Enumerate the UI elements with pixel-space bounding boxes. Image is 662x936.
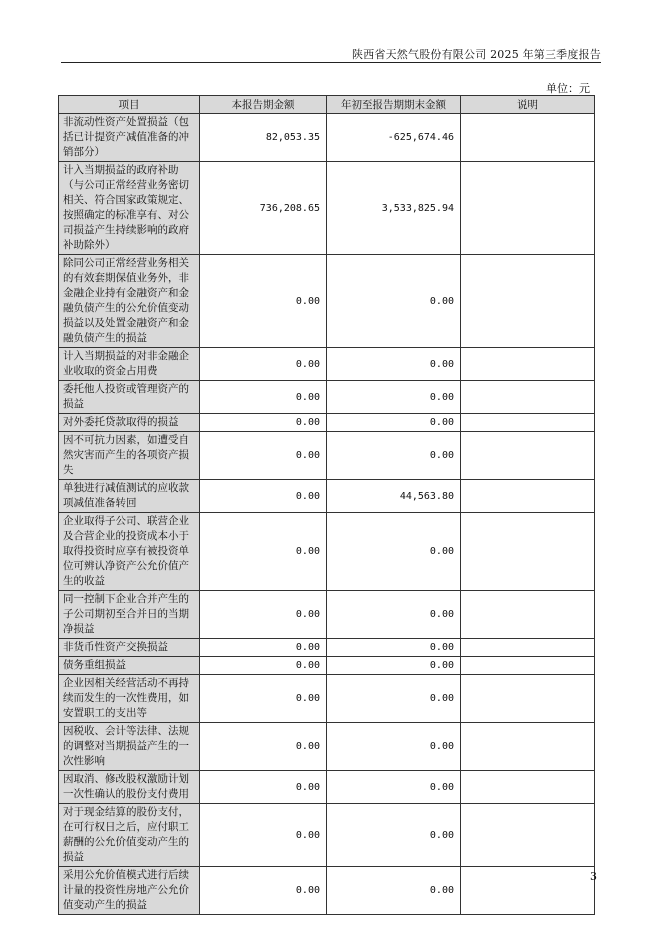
- row-item-label: 委托他人投资或管理资产的损益: [59, 381, 200, 414]
- table-row: [59, 348, 595, 381]
- row-current-amount: 0.00: [200, 639, 327, 657]
- row-item-label: 采用公允价值模式进行后续计量的投资性房地产公允价值变动产生的损益: [59, 867, 200, 915]
- row-ytd-amount: 0.00: [327, 591, 461, 639]
- row-item-label: 债务重组损益: [59, 657, 200, 675]
- row-ytd-amount: 0.00: [327, 432, 461, 480]
- row-note: [461, 162, 595, 255]
- row-note: [461, 867, 595, 915]
- table-row: [59, 114, 595, 162]
- row-note: [461, 591, 595, 639]
- row-ytd-amount: 0.00: [327, 657, 461, 675]
- header-divider: [61, 62, 601, 63]
- table-row: [59, 414, 595, 432]
- row-note: [461, 675, 595, 723]
- row-current-amount: 0.00: [200, 432, 327, 480]
- row-note: [461, 657, 595, 675]
- row-item-label: 对于现金结算的股份支付，在可行权日之后，应付职工薪酬的公允价值变动产生的损益: [59, 804, 200, 867]
- row-ytd-amount: 0.00: [327, 771, 461, 804]
- row-note: [461, 432, 595, 480]
- table-row: [59, 513, 595, 591]
- table-row: [59, 723, 595, 771]
- row-item-label: 因取消、修改股权激励计划一次性确认的股份支付费用: [59, 771, 200, 804]
- row-ytd-amount: 0.00: [327, 804, 461, 867]
- row-ytd-amount: 44,563.80: [327, 480, 461, 513]
- row-current-amount: 0.00: [200, 675, 327, 723]
- table-row: [59, 591, 595, 639]
- non-recurring-items-table: [58, 95, 595, 915]
- row-item-label: 因税收、会计等法律、法规的调整对当期损益产生的一次性影响: [59, 723, 200, 771]
- row-ytd-amount: 0.00: [327, 639, 461, 657]
- row-item-label: 非流动性资产处置损益（包括已计提资产减值准备的冲销部分）: [59, 114, 200, 162]
- row-note: [461, 771, 595, 804]
- row-ytd-amount: 0.00: [327, 348, 461, 381]
- table-row: [59, 432, 595, 480]
- row-item-label: 计入当期损益的对非金融企业收取的资金占用费: [59, 348, 200, 381]
- row-note: [461, 723, 595, 771]
- row-current-amount: 0.00: [200, 255, 327, 348]
- row-current-amount: 0.00: [200, 414, 327, 432]
- row-current-amount: 0.00: [200, 591, 327, 639]
- row-ytd-amount: 0.00: [327, 414, 461, 432]
- row-current-amount: 0.00: [200, 480, 327, 513]
- report-header-title: 陕西省天然气股份有限公司 2025 年第三季度报告: [352, 48, 601, 61]
- column-header-note: 说明: [461, 96, 595, 114]
- table-header-row: [59, 96, 595, 114]
- table-row: [59, 675, 595, 723]
- page-number: 3: [590, 870, 597, 883]
- row-current-amount: 0.00: [200, 804, 327, 867]
- table-row: [59, 381, 595, 414]
- row-note: [461, 381, 595, 414]
- row-current-amount: 82,053.35: [200, 114, 327, 162]
- row-current-amount: 0.00: [200, 771, 327, 804]
- table-row: [59, 804, 595, 867]
- row-current-amount: 0.00: [200, 723, 327, 771]
- row-item-label: 企业取得子公司、联营企业及合营企业的投资成本小于取得投资时应享有被投资单位可辨认净资产公允价值产生的收益: [59, 513, 200, 591]
- row-note: [461, 804, 595, 867]
- row-current-amount: 0.00: [200, 381, 327, 414]
- row-ytd-amount: -625,674.46: [327, 114, 461, 162]
- row-item-label: 因不可抗力因素，如遭受自然灾害而产生的各项资产损失: [59, 432, 200, 480]
- row-ytd-amount: 0.00: [327, 255, 461, 348]
- row-item-label: 单独进行减值测试的应收款项减值准备转回: [59, 480, 200, 513]
- table-row: [59, 255, 595, 348]
- row-item-label: 除同公司正常经营业务相关的有效套期保值业务外，非金融企业持有金融资产和金融负债产生的公允价值变动损益以及处置金融资产和金融负债产生的损益: [59, 255, 200, 348]
- row-note: [461, 255, 595, 348]
- row-item-label: 同一控制下企业合并产生的子公司期初至合并日的当期净损益: [59, 591, 200, 639]
- row-item-label: 计入当期损益的政府补助（与公司正常经营业务密切相关、符合国家政策规定、按照确定的标准享有、对公司损益产生持续影响的政府补助除外）: [59, 162, 200, 255]
- table-row: [59, 639, 595, 657]
- row-note: [461, 414, 595, 432]
- table-row: [59, 162, 595, 255]
- row-note: [461, 114, 595, 162]
- row-ytd-amount: 3,533,825.94: [327, 162, 461, 255]
- table-row: [59, 480, 595, 513]
- row-item-label: 非货币性资产交换损益: [59, 639, 200, 657]
- column-header-item: 项目: [59, 96, 200, 114]
- row-current-amount: 0.00: [200, 348, 327, 381]
- column-header-current-period: 本报告期金额: [200, 96, 327, 114]
- row-current-amount: 0.00: [200, 513, 327, 591]
- table-row: [59, 657, 595, 675]
- row-item-label: 对外委托贷款取得的损益: [59, 414, 200, 432]
- row-note: [461, 480, 595, 513]
- row-current-amount: 736,208.65: [200, 162, 327, 255]
- row-current-amount: 0.00: [200, 657, 327, 675]
- unit-label: 单位：元: [546, 82, 590, 95]
- table-row: [59, 771, 595, 804]
- table-row: [59, 867, 595, 915]
- row-ytd-amount: 0.00: [327, 513, 461, 591]
- row-current-amount: 0.00: [200, 867, 327, 915]
- row-item-label: 企业因相关经营活动不再持续而发生的一次性费用，如安置职工的支出等: [59, 675, 200, 723]
- row-ytd-amount: 0.00: [327, 381, 461, 414]
- row-ytd-amount: 0.00: [327, 867, 461, 915]
- row-note: [461, 513, 595, 591]
- row-ytd-amount: 0.00: [327, 675, 461, 723]
- row-note: [461, 639, 595, 657]
- row-note: [461, 348, 595, 381]
- column-header-year-to-date: 年初至报告期期末金额: [327, 96, 461, 114]
- row-ytd-amount: 0.00: [327, 723, 461, 771]
